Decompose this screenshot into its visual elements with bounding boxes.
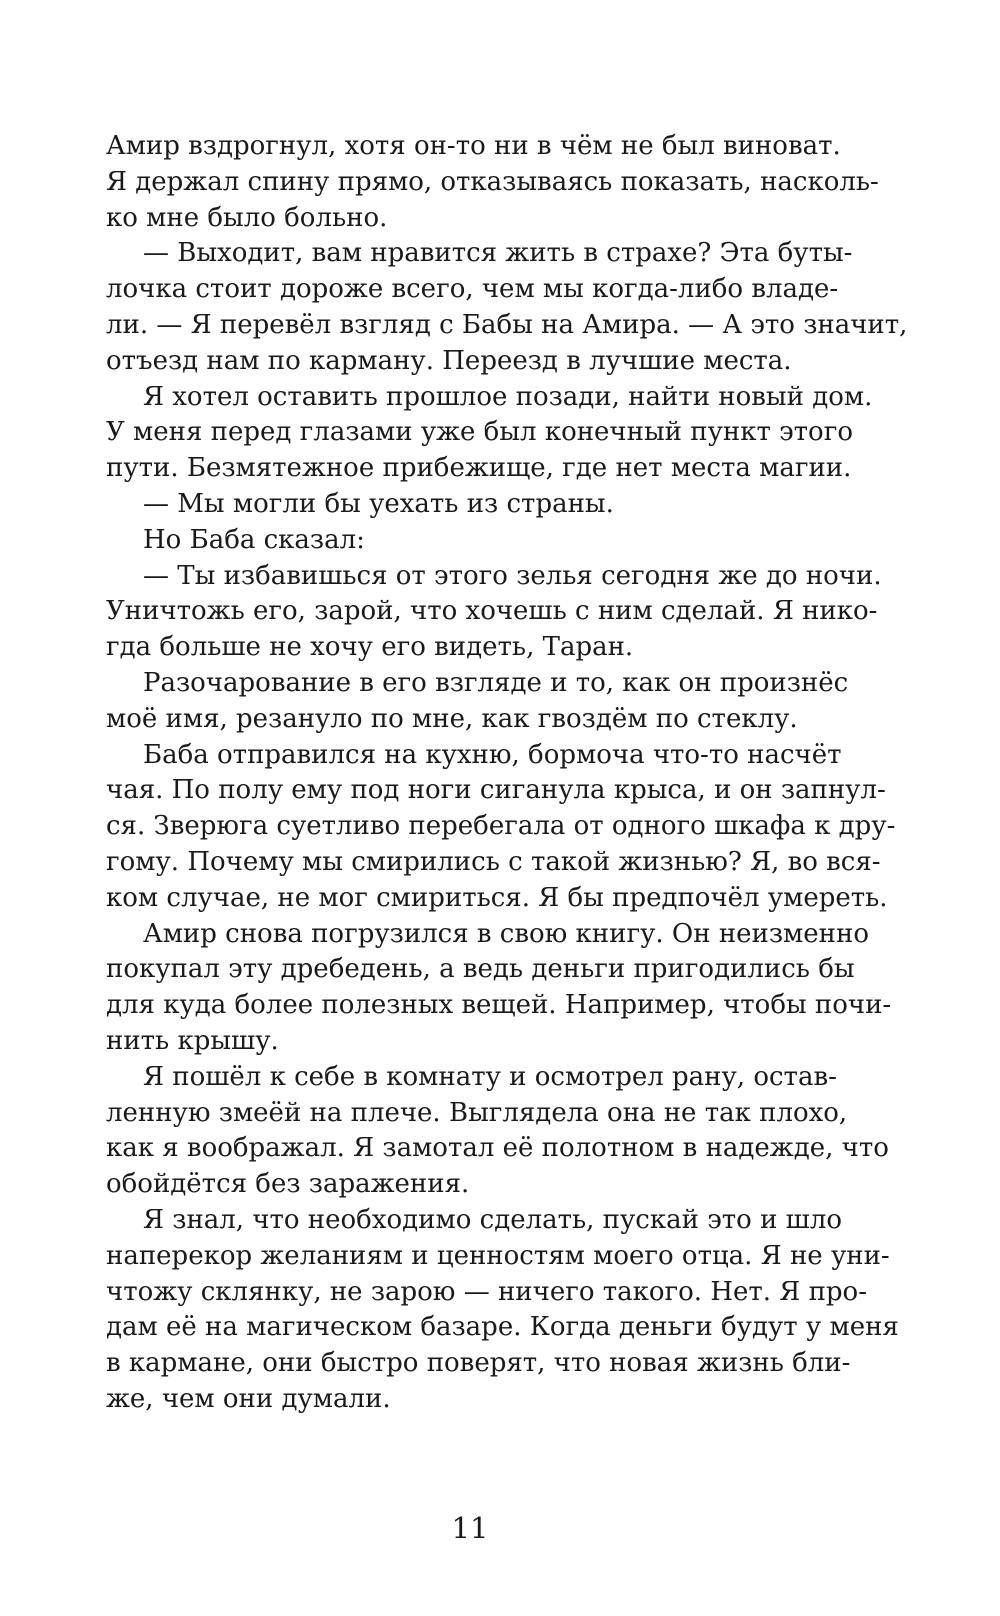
text-line: Я держал спину прямо, отказываясь показать, насколь- — [106, 166, 879, 197]
text-line: ленную змеёй на плече. Выглядела она не так плохо, — [106, 1097, 848, 1128]
text-line: нить крышу. — [106, 1025, 279, 1056]
text-line: в кармане, они быстро поверят, что новая жизнь бли- — [106, 1348, 851, 1379]
text-line: Я знал, что необходимо сделать, пускай это и шло — [143, 1204, 843, 1235]
text-line: У меня перед глазами уже был конечный пункт этого — [106, 417, 853, 448]
text-line: же, чем они думали. — [106, 1383, 391, 1414]
text-line: обойдётся без заражения. — [106, 1169, 470, 1200]
text-line: для куда более полезных вещей. Например, чтобы почи- — [106, 990, 892, 1021]
text-line: дам её на магическом базаре. Когда деньги будут у меня — [106, 1312, 899, 1343]
text-line: Я хотел оставить прошлое позади, найти новый дом. — [143, 381, 873, 412]
text-line: лочка стоит дороже всего, чем мы когда-либо владе- — [106, 274, 839, 305]
text-line: ком случае, не мог смириться. Я бы предпочёл умереть. — [106, 882, 888, 913]
text-line: ко мне было больно. — [106, 202, 388, 233]
text-line: Разочарование в его взгляде и то, как он произнёс — [143, 667, 849, 698]
text-line: Баба отправился на кухню, бормоча что-то насчёт — [143, 739, 842, 770]
body-text — [106, 129, 908, 1418]
page-number: 11 — [451, 1511, 489, 1545]
text-line: Но Баба сказал: — [143, 524, 365, 555]
text-line: — Выходит, вам нравится жить в страхе? Эта буты- — [143, 238, 853, 269]
text-line: Уничтожь его, зарой, что хочешь с ним сделай. Я нико- — [106, 596, 878, 627]
text-line: чтожу склянку, не зарою — ничего такого. Нет. Я про- — [106, 1276, 867, 1307]
text-line: Амир вздрогнул, хотя он-то ни в чём не был виноват. — [106, 131, 841, 161]
text-line: наперекор желаниям и ценностям моего отца. Я не уни- — [106, 1240, 890, 1271]
text-line: гому. Почему мы смирились с такой жизнью? Я, во вся- — [106, 846, 881, 877]
text-line: моё имя, резануло по мне, как гвоздём по стеклу. — [106, 703, 798, 734]
text-line: ся. Зверюга суетливо перебегала от одного шкафа к дру- — [106, 811, 896, 842]
text-line: как я воображал. Я замотал её полотном в надежде, что — [106, 1133, 889, 1164]
text-line: отъезд нам по карману. Переезд в лучшие места. — [106, 345, 792, 376]
text-line: покупал эту дребедень, а ведь деньги пригодились бы — [106, 954, 855, 985]
text-line: Амир снова погрузился в свою книгу. Он неизменно — [143, 918, 869, 949]
text-line: Я пошёл к себе в комнату и осмотрел рану, остав- — [143, 1061, 837, 1092]
text-line: ли. — Я перевёл взгляд с Бабы на Амира. — А это значит, — [106, 309, 908, 340]
text-line: пути. Безмятежное прибежище, где нет места магии. — [106, 453, 852, 484]
text-line: чая. По полу ему под ноги сиганула крыса, и он запнул- — [106, 775, 886, 806]
text-line: — Мы могли бы уехать из страны. — [143, 488, 614, 519]
text-line: — Ты избавишься от этого зелья сегодня же до ночи. — [143, 560, 882, 591]
text-line: гда больше не хочу его видеть, Таран. — [106, 632, 634, 663]
